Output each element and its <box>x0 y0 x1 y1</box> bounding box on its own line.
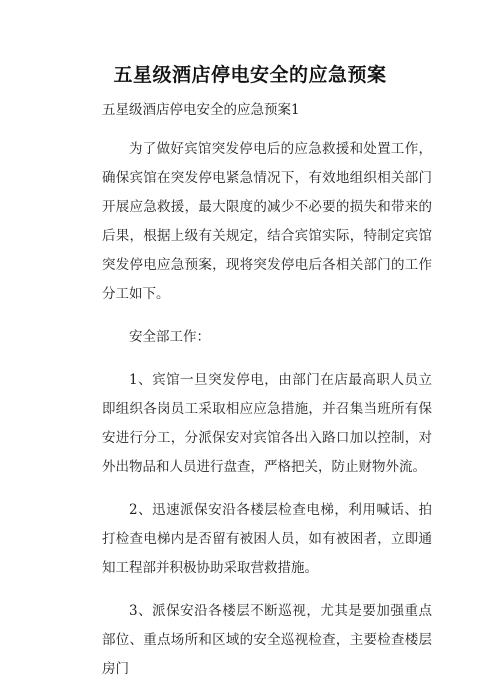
section-heading-security: 安全部工作： <box>129 329 210 345</box>
document-subtitle: 五星级酒店停电安全的应急预案1 <box>102 102 300 118</box>
intro-paragraph: 为了做好宾馆突发停电后的应急救援和处置工作，确保宾馆在突发停电紧急情况下，有效地组织相关部门开展应急救援，最大限度的减少不必要的损失和带来的后果，根据上级有关规定，结合宾馆实际，特制定宾馆突发停电应急预案，现将突发停电后各相关部门的工作分工如下。 <box>102 141 432 302</box>
document-body <box>102 96 432 698</box>
security-item-3: 3、派保安沿各楼层不断巡视，尤其是要加强重点部位、重点场所和区域的安全巡视检查，主要检查楼层房门 <box>102 603 432 677</box>
document-title: 五星级酒店停电安全的应急预案 <box>113 64 387 86</box>
security-item-2: 2、迅速派保安沿各楼层检查电梯，利用喊话、拍打检查电梯内是否留有被困人员，如有被困者，立即通知工程部并积极协助采取营救措施。 <box>102 502 432 576</box>
security-item-1: 1、宾馆一旦突发停电，由部门在店最高职人员立即组织各岗员工采取相应应急措施，并召集当班所有保安进行分工，分派保安对宾馆各出入路口加以控制，对外出物品和人员进行盘查，严格把关，防止财物外流。 <box>102 372 432 475</box>
